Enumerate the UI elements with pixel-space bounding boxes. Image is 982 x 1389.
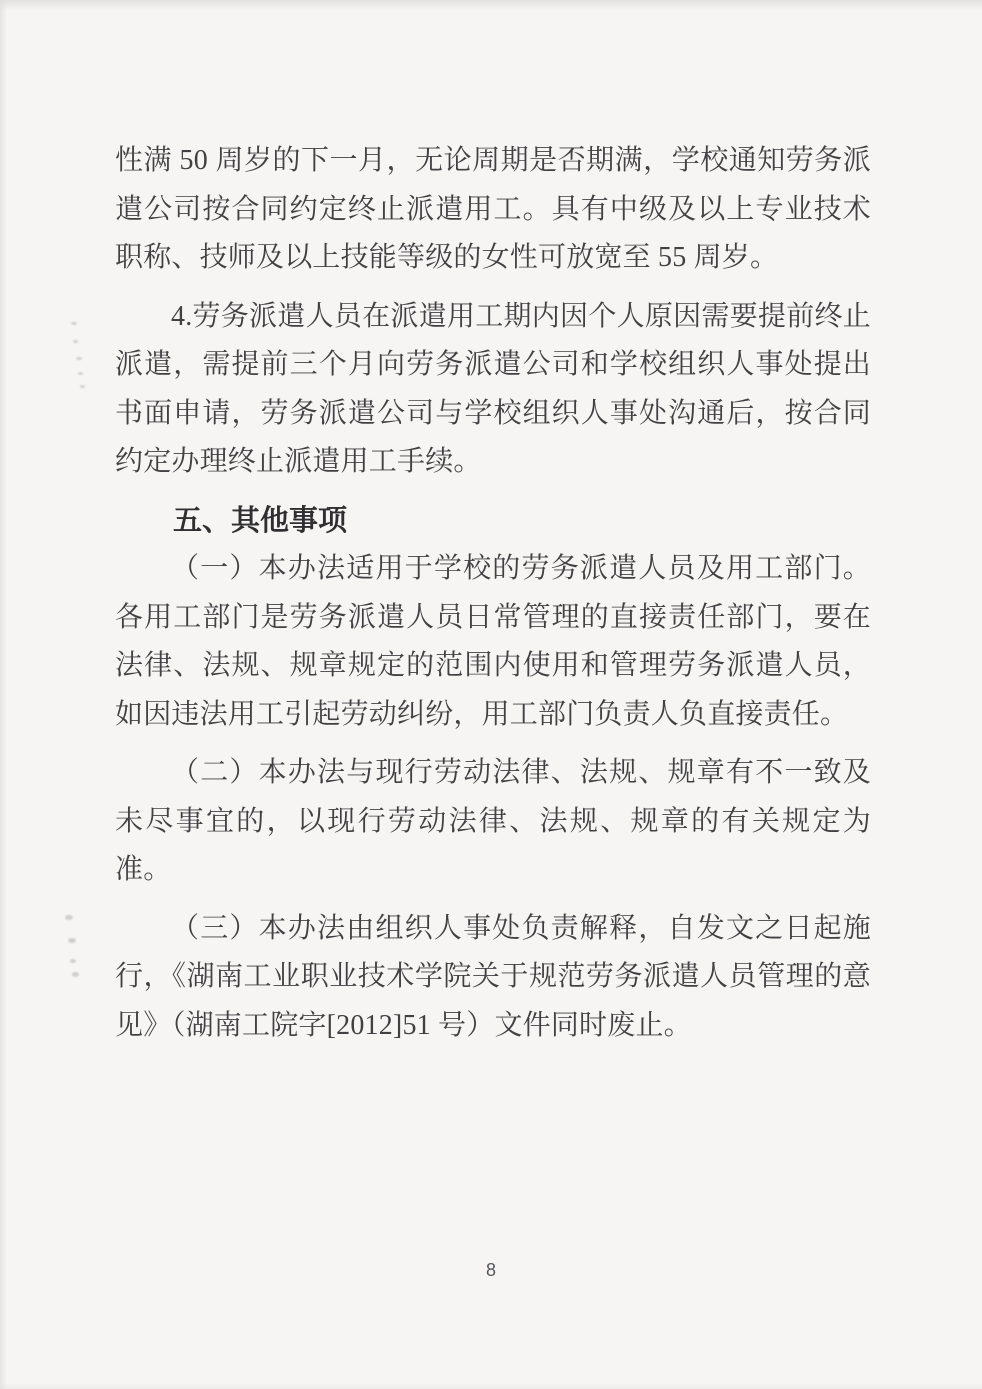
scan-artifact-speck <box>72 972 79 977</box>
scan-artifact-speck <box>76 357 82 360</box>
scan-edge-bottom <box>0 1383 982 1389</box>
paragraph-item-er: （二）本办法与现行劳动法律、法规、规章有不一致及未尽事宜的，以现行劳动法律、法规、规章的有关规定为准。 <box>115 757 871 885</box>
scan-artifact-speck <box>78 372 83 375</box>
scan-edge-top <box>0 0 982 10</box>
scan-artifact-speck <box>70 959 76 963</box>
document-body <box>115 137 871 1050</box>
scan-artifact-speck <box>68 938 76 943</box>
scan-artifact-speck <box>71 322 77 325</box>
scan-artifact-speck <box>65 915 73 920</box>
paragraph-item-san: （三）本办法由组织人事处负责解释，自发文之日起施行，《湖南工业职业技术学院关于规范劳务派遣人员管理的意见》（湖南工院字[2012]51 号）文件同时废止。 <box>115 912 871 1041</box>
paragraph-item-yi: （一）本办法适用于学校的劳务派遣人员及用工部门。各用工部门是劳务派遣人员日常管理的直接责任部门，要在法律、法规、规章规定的范围内使用和管理劳务派遣人员，如因违法用工引起劳动纠纷，用工部门负责人负直接责任。 <box>115 553 871 730</box>
scan-artifact-speck <box>80 385 85 388</box>
page-number: 8 <box>485 1260 496 1280</box>
scan-edge-left <box>0 0 7 1389</box>
paragraph-continuation: 性满 50 周岁的下一月，无论周期是否期满，学校通知劳务派遣公司按合同约定终止派遣用工。具有中级及以上专业技术职称、技师及以上技能等级的女性可放宽至 55 周岁。 <box>115 145 871 273</box>
section-heading-five: 五、其他事项 <box>173 504 348 537</box>
paragraph-item-4: 4.劳务派遣人员在派遣用工期内因个人原因需要提前终止派遣，需提前三个月向劳务派遣公司和学校组织人事处提出书面申请，劳务派遣公司与学校组织人事处沟通后，按合同约定办理终止派遣用工手续。 <box>115 300 871 477</box>
scan-artifact-speck <box>73 340 78 343</box>
